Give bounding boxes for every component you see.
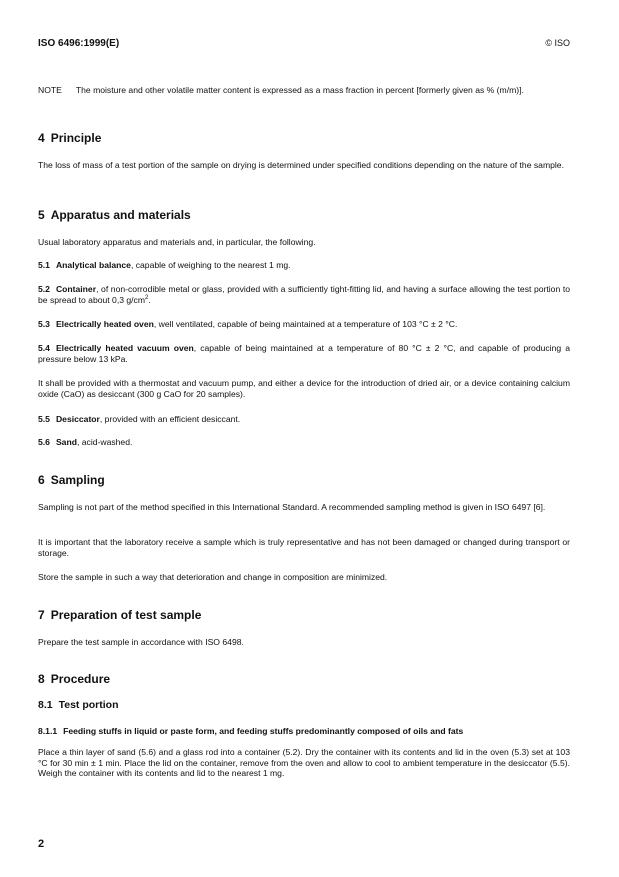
item-5-3: 5.3 Electrically heated oven, well ventilated, capable of being maintained at a temperature of 103 °C ± 2 °C.: [38, 319, 458, 329]
section-8-heading: 8 Procedure: [38, 672, 111, 686]
item-5-2: 5.2 Container, of non-corrodible metal or glass, provided with a sufficiently tight-fitting lid, and having a surface allowing the test portion to be spread to about 0,3 $g/cm^2$.: [38, 284, 570, 305]
section-7-heading: 7 Preparation of test sample: [38, 608, 202, 622]
note-text: The moisture and other volatile matter content is expressed as a mass fraction in percent [formerly given as % (m/m)].: [75, 85, 524, 95]
section-4-heading: 4 Principle: [38, 131, 102, 145]
section-8-1-1-paragraph: Place a thin layer of sand (5.6) and a glass rod into a container (5.2). Dry the container with its contents and lid in the oven (5.3) set at 103 °C for 30 min ± 1 min. Place the lid on the container, remove from the oven and allow to cool to ambient temperature in the desiccator (5.5). Weigh the container with its contents and lid to the nearest 1 mg.: [38, 747, 570, 779]
section-5-heading: 5 Apparatus and materials: [38, 208, 191, 222]
item-5-4: 5.4 Electrically heated vacuum oven, capable of being maintained at a temperature of 80 °C ± 2 °C, and capable of producing a pressure below 13 kPa.: [38, 343, 570, 364]
section-4-paragraph: The loss of mass of a test portion of the sample on drying is determined under specified conditions depending on the nature of the sample.: [38, 160, 564, 170]
section-6-paragraph-1: Sampling is not part of the method specified in this International Standard. A recommended sampling method is given in ISO 6497 [6].: [38, 502, 546, 512]
copyright-label: © ISO: [545, 38, 570, 48]
item-5-4-paragraph: It shall be provided with a thermostat and vacuum pump, and either a device for the introduction of dried air, or a device containing calcium oxide (CaO) as desiccant (300 g CaO for 20 samples).: [38, 378, 570, 399]
section-5-intro: Usual laboratory apparatus and materials and, in particular, the following.: [38, 237, 316, 247]
section-6-paragraph-3: Store the sample in such a way that deterioration and change in composition are minimized.: [38, 572, 388, 582]
item-5-6: 5.6 Sand, acid-washed.: [38, 437, 133, 447]
section-8-1-heading: 8.1 Test portion: [38, 699, 119, 711]
section-6-paragraph-2: It is important that the laboratory receive a sample which is truly representative and has not been damaged or changed during transport or storage.: [38, 537, 570, 558]
section-8-1-1-heading: 8.1.1 Feeding stuffs in liquid or paste form, and feeding stuffs predominantly composed of oils and fats: [38, 726, 464, 736]
page-number: 2: [38, 838, 45, 850]
note-label: NOTE: [38, 85, 62, 95]
item-5-1: 5.1 Analytical balance, capable of weighing to the nearest 1 mg.: [38, 260, 291, 270]
section-7-paragraph: Prepare the test sample in accordance with ISO 6498.: [38, 637, 244, 647]
item-5-5: 5.5 Desiccator, provided with an efficient desiccant.: [38, 414, 241, 424]
note-paragraph: [38, 85, 570, 96]
section-6-heading: 6 Sampling: [38, 473, 105, 487]
document-id: ISO 6496:1999(E): [38, 38, 120, 49]
